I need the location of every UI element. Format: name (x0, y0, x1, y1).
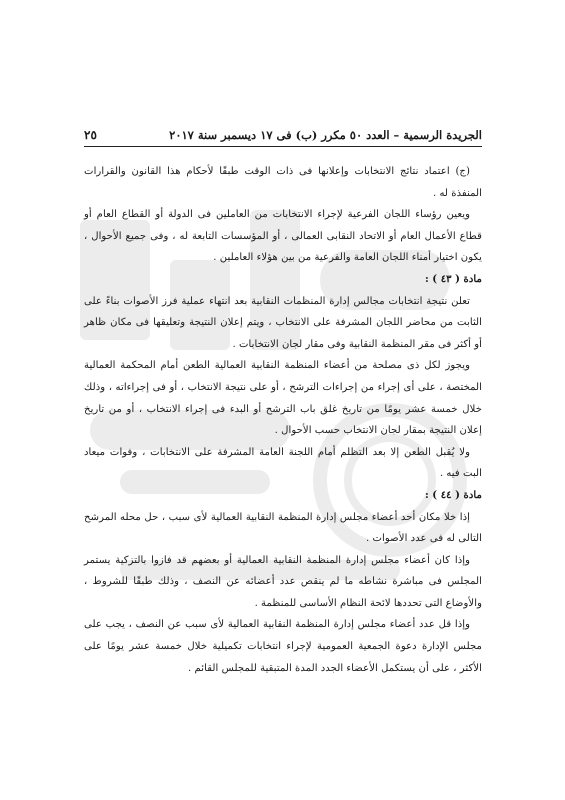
paragraph: ويجوز لكل ذى مصلحة من أعضاء المنظمة النقابية العمالية الطعن أمام المحكمة العمالية المختصة ، على أى إجراء من إجراءات الترشح ، أو على نتيجة الانتخاب ، أو فى إجراءاته ، وذلك خلال خمسة عشر يومًا من تاريخ غلق باب الترشح أو البدء فى إجراء الانتخاب ، أو من تاريخ إعلان النتيجة بمقار لجان الانتخاب حسب الأحوال . (84, 360, 482, 437)
page-number: ٢٥ (84, 128, 97, 142)
header-title: الجريدة الرسمية – العدد ٥٠ مكرر (ب) فى ١٧ ديسمبر سنة ٢٠١٧ (169, 128, 482, 142)
paragraph: (ج) اعتماد نتائج الانتخابات وإعلانها فى ذات الوقت طبقًا لأحكام هذا القانون والقرارات المنفذة له . (84, 166, 482, 199)
article-heading: مادة ( ٤٣ ) : (425, 272, 482, 285)
page-header (84, 128, 482, 147)
paragraph: وإذا قل عدد أعضاء مجلس إدارة المنظمة النقابية العمالية لأى سبب عن النصف ، يجب على مجلس الإدارة دعوة الجمعية العمومية لإجراء انتخابات تكميلية خلال خمسة عشر يومًا على الأكثر ، على أن يستكمل الأعضاء الجدد المدة المتبقية للمجلس القائم . (84, 619, 482, 674)
document-page (84, 128, 482, 679)
paragraph: تعلن نتيجة انتخابات مجالس إدارة المنظمات النقابية بعد انتهاء عملية فرز الأصوات بناءً على الثابت من محاضر اللجان المشرفة على الانتخاب ، ويتم إعلان النتيجة وتعليقها فى مكان ظاهر أو أكثر فى مقر المنظمة النقابية وفى مقار لجان الانتخابات . (84, 295, 482, 350)
paragraph: إذا خلا مكان أحد أعضاء مجلس إدارة المنظمة النقابية العمالية لأى سبب ، حل محله المرشح التالى له فى عدد الأصوات . (84, 511, 482, 545)
paragraph: وإذا كان أعضاء مجلس إدارة المنظمة النقابية العمالية أو بعضهم قد فازوا بالتزكية يستمر المجلس فى مباشرة نشاطه ما لم ينقص عدد أعضائه عن النصف ، وذلك طبقًا للشروط ، والأوضاع التى تحددها لائحة النظام الأساسى للمنظمة . (84, 554, 482, 609)
paragraph: ويعين رؤساء اللجان الفرعية لإجراء الانتخابات من العاملين فى الدولة أو القطاع العام أو قطاع الأعمال العام أو الاتحاد النقابى العمالى ، أو المؤسسات التابعة له ، وفى جميع الأحوال ، يكون اختيار أمناء اللجان العامة والفرعية من بين هؤلاء العاملين . (84, 209, 482, 264)
article-heading: مادة ( ٤٤ ) : (425, 488, 482, 501)
paragraph: ولا يُقبل الطعن إلا بعد التظلم أمام اللجنة العامة المشرفة على الانتخابات ، وفوات ميعاد البت فيه . (84, 446, 482, 480)
